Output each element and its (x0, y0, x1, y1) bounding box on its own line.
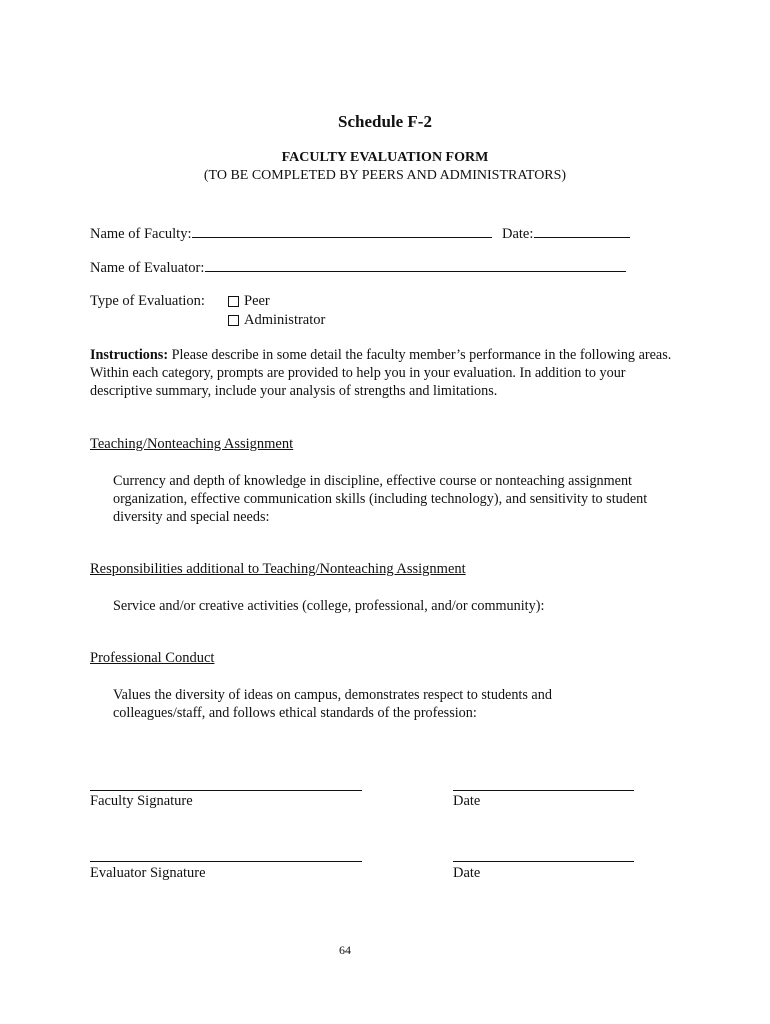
date-field[interactable] (534, 223, 630, 238)
form-subtitle: (TO BE COMPLETED BY PEERS AND ADMINISTRATORS) (203, 168, 567, 183)
instructions-lead: Instructions: (90, 347, 169, 363)
faculty-name-field[interactable] (192, 223, 492, 238)
faculty-date-label: Date (453, 793, 481, 809)
checkbox-icon[interactable] (228, 315, 239, 326)
faculty-date-line[interactable] (453, 790, 634, 791)
section-heading-teaching: Teaching/Nonteaching Assignment (90, 436, 294, 452)
section-prompt-conduct: Values the diversity of ideas on campus, demonstrates respect to students and colleagues/staff, and follows ethical standards of the profession: (113, 687, 552, 721)
evaluation-type-label: Type of Evaluation: (90, 293, 205, 309)
date-row (502, 223, 630, 243)
page-number: 64 (339, 943, 351, 957)
evaluator-name-field[interactable] (205, 257, 626, 272)
evaluator-name-row (90, 257, 626, 277)
evaluator-signature-line[interactable] (90, 861, 362, 862)
date-label: Date: (502, 226, 534, 242)
administrator-option[interactable] (228, 312, 325, 329)
peer-option[interactable] (228, 293, 270, 310)
peer-option-label: Peer (244, 293, 270, 309)
instructions (90, 346, 680, 400)
evaluator-name-label: Name of Evaluator: (90, 260, 205, 276)
section-heading-responsibilities: Responsibilities additional to Teaching/Nonteaching Assignment (90, 561, 466, 577)
section-prompt-teaching: Currency and depth of knowledge in discipline, effective course or nonteaching assignment organization, effective communication skills (including technology), and sensitivity to student diversity and special needs: (113, 473, 648, 525)
schedule-title: Schedule F-2 (338, 112, 432, 131)
instructions-text: Please describe in some detail the faculty member’s performance in the following areas. Within each category, prompts are provided to help you in your evaluation. In addition to your descriptive summary, include your analysis of strengths and limitations. (90, 347, 672, 399)
evaluator-signature-label: Evaluator Signature (90, 865, 206, 881)
section-prompt-responsibilities: Service and/or creative activities (college, professional, and/or community): (113, 598, 545, 614)
section-heading-conduct: Professional Conduct (90, 650, 215, 666)
evaluator-date-label: Date (453, 865, 481, 881)
faculty-signature-label: Faculty Signature (90, 793, 193, 809)
form-title: FACULTY EVALUATION FORM (281, 150, 489, 165)
faculty-name-label: Name of Faculty: (90, 226, 192, 242)
faculty-signature-line[interactable] (90, 790, 362, 791)
evaluator-date-line[interactable] (453, 861, 634, 862)
checkbox-icon[interactable] (228, 296, 239, 307)
faculty-name-row (90, 223, 492, 243)
administrator-option-label: Administrator (244, 312, 326, 328)
